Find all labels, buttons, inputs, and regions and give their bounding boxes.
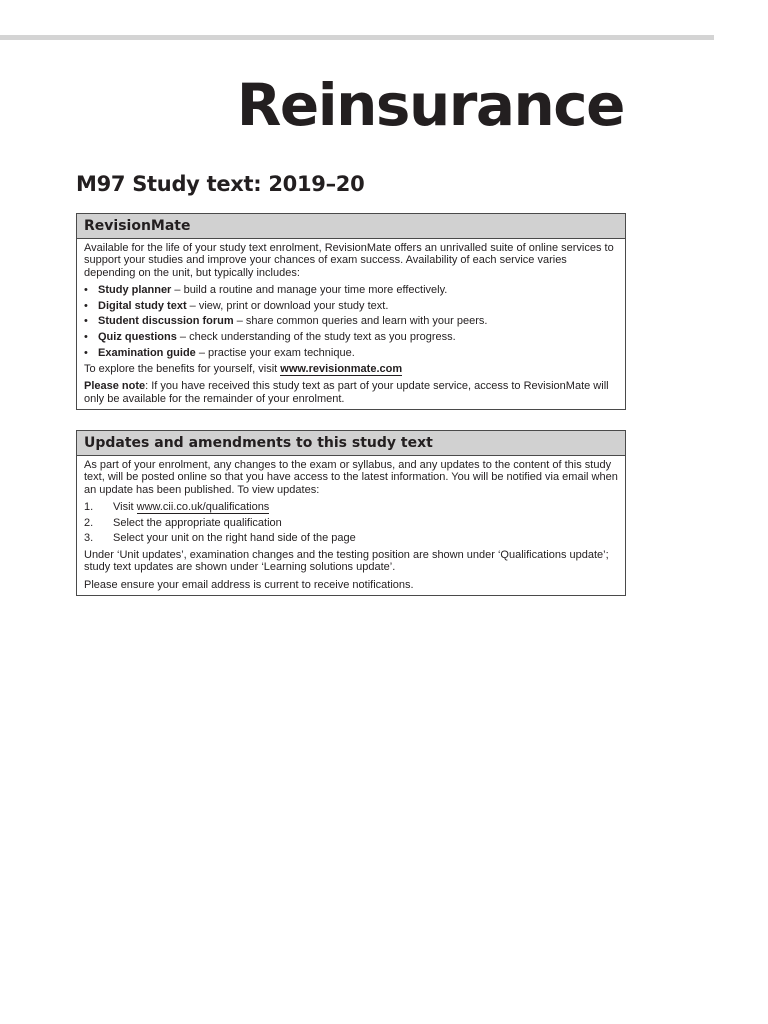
step-text: Select your unit on the right hand side of the page: [113, 532, 356, 545]
revisionmate-body: [77, 239, 625, 409]
updates-steps-list: [84, 501, 618, 545]
explore-text: To explore the benefits for yourself, visit: [84, 363, 281, 375]
document-title: Reinsurance: [236, 71, 624, 139]
service-desc: – check understanding of the study text as you progress.: [176, 331, 456, 343]
service-term: Quiz questions: [98, 331, 177, 343]
revisionmate-services-list: [84, 284, 618, 359]
bullet-icon: •: [84, 346, 88, 359]
service-desc: – build a routine and manage your time more effectively.: [171, 284, 448, 297]
bullet-icon: •: [84, 284, 88, 297]
updates-heading: Updates and amendments to this study text: [77, 431, 625, 456]
step-number: 3.: [84, 532, 94, 545]
list-item: [84, 315, 618, 327]
service-term: Student discussion forum: [98, 315, 234, 328]
list-item: [84, 347, 618, 359]
service-desc: – share common queries and learn with your peers.: [233, 315, 488, 328]
service-term: Digital study text: [98, 299, 187, 312]
updates-body: [77, 456, 625, 595]
note-text: : If you have received this study text as part of your update service, access to RevisionMate will only be available for the remainder of your enrolment.: [84, 380, 609, 405]
service-term: Study planner: [98, 284, 172, 297]
service-desc: – view, print or download your study text.: [186, 299, 389, 312]
email-paragraph: Please ensure your email address is current to receive notifications.: [84, 578, 414, 591]
list-item: [84, 331, 618, 343]
document-subtitle: M97 Study text: 2019–20: [76, 172, 365, 196]
revisionmate-heading: RevisionMate: [77, 214, 625, 239]
bullet-icon: •: [84, 331, 88, 343]
list-item: [84, 300, 618, 312]
list-item: [84, 532, 618, 544]
revisionmate-link[interactable]: www.revisionmate.com: [280, 363, 403, 375]
service-term: Examination guide: [98, 346, 196, 359]
service-desc: – practise your exam technique.: [195, 346, 355, 359]
revisionmate-panel: [76, 213, 626, 410]
step-number: 2.: [84, 516, 94, 529]
list-item: [84, 501, 618, 513]
cii-qualifications-link[interactable]: www.cii.co.uk/qualifications: [136, 501, 270, 514]
list-item: [84, 284, 618, 296]
list-item: [84, 517, 618, 529]
top-divider: [0, 35, 714, 40]
note-paragraph: [84, 380, 618, 405]
step-number: 1.: [84, 501, 94, 514]
updates-panel: [76, 430, 626, 596]
updates-intro: As part of your enrolment, any changes to the exam or syllabus, and any updates to the content of this study text, will be posted online so that you have access to the latest information. You will be notified via email when an update has been published. To view updates:: [84, 459, 618, 496]
note-label: Please note: [84, 380, 146, 393]
unit-updates-paragraph: Under ‘Unit updates’, examination changes and the testing position are shown under ‘Qualifications update’; study text updates are shown under ‘Learning solutions update’.: [84, 548, 609, 574]
bullet-icon: •: [84, 315, 88, 328]
bullet-icon: •: [84, 299, 88, 312]
revisionmate-intro: Available for the life of your study text enrolment, RevisionMate offers an unrivalled suite of online services to support your studies and improve your chances of exam success. Availability of each service varies depending on the unit, but typically includes:: [84, 242, 614, 279]
explore-paragraph: [84, 363, 618, 375]
step-text: Visit: [113, 501, 137, 514]
step-text: Select the appropriate qualification: [113, 516, 282, 529]
